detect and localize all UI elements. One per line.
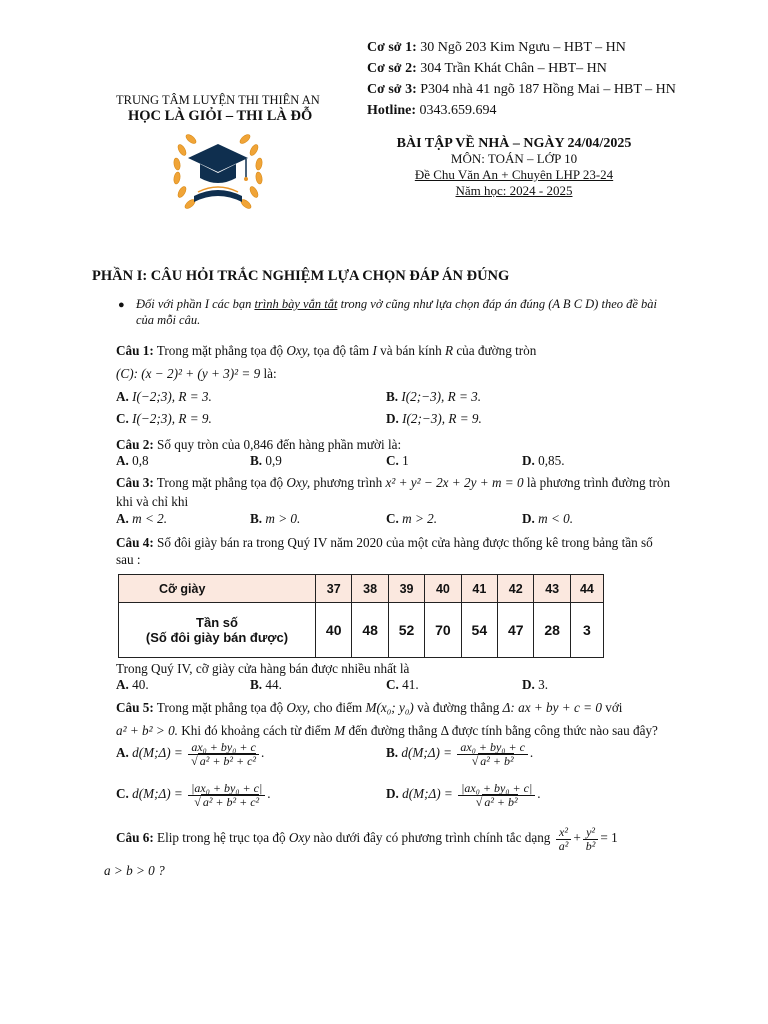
q4-option-a[interactable] (116, 677, 149, 692)
q4-stem (116, 535, 653, 550)
q5-option-d-period: . (537, 786, 541, 802)
q3-oxy: Oxy, (286, 475, 311, 490)
q5-option-b-fraction (457, 741, 528, 767)
q4-option-c-label: C. (386, 677, 399, 692)
table-header-frequency-b: (Số đôi giày bán được) (145, 630, 289, 645)
q6-label: Câu 6: (116, 830, 154, 846)
q1-option-d-label: D. (386, 411, 399, 426)
q5-option-a-lhs: d(M;Δ) = (132, 745, 183, 761)
q4-option-b[interactable] (250, 677, 282, 692)
q1-option-b[interactable] (386, 389, 481, 404)
q4-text-a: Số đôi giày bán ra trong Quý IV năm 2020 của một cửa hàng được thống kê trong bảng tần số (157, 535, 653, 550)
q5-option-c-fraction (188, 782, 265, 808)
sqrt-icon: √ (471, 753, 479, 768)
q1-text-a: Trong mặt phẳng tọa độ (156, 343, 284, 358)
q5-option-c-radicand: a² + b² + c² (202, 794, 260, 809)
address-1-label: Cơ sở 1: (367, 40, 417, 55)
q5-text-d: với (605, 700, 623, 715)
table-cell-size: 38 (352, 575, 388, 603)
q4-label: Câu 4: (116, 535, 154, 550)
q6-oxy: Oxy (288, 830, 311, 846)
q5-option-a-denominator (188, 755, 259, 768)
q2-option-c[interactable] (386, 453, 409, 468)
address-2 (367, 61, 607, 77)
q5-option-a-radicand: a² + b² + c² (199, 753, 257, 768)
q3-option-a-label: A. (116, 511, 129, 526)
q6-text-a: Elip trong hệ trục tọa độ (157, 830, 286, 846)
q5-text-g: được tính bằng công thức nào sau đây? (451, 723, 658, 738)
q6-a2: a² (558, 838, 569, 853)
q5-option-c-numerator: |ax₀ + by₀ + c| (188, 782, 265, 796)
q5-text-c: và đường thẳng (417, 700, 500, 715)
q1-text-b: tọa độ tâm (313, 343, 370, 358)
q2-stem (116, 437, 401, 452)
academy-logo (168, 126, 268, 222)
q4-option-a-label: A. (116, 677, 129, 692)
table-header-frequency (119, 603, 316, 658)
q3-text-d: khi và chỉ khi (116, 494, 189, 509)
q1-option-b-label: B. (386, 389, 399, 404)
q3-option-a-text: m < 2. (132, 511, 168, 526)
hotline-label: Hotline: (367, 103, 416, 118)
q1-label: Câu 1: (116, 343, 154, 358)
table-cell-size: 44 (570, 575, 603, 603)
q5-option-b-denominator (469, 755, 517, 768)
q1-option-a-text: I(−2;3), R = 3. (132, 389, 212, 404)
table-row (119, 603, 604, 658)
q2-option-b-label: B. (250, 453, 263, 468)
subject: MÔN: TOÁN – LỚP 10 (450, 151, 578, 166)
q1-R: R (444, 343, 454, 358)
q5-M: M (334, 723, 346, 738)
q5-oxy: Oxy, (286, 700, 311, 715)
q6-b2: b² (585, 838, 596, 853)
q3-option-c-label: C. (386, 511, 399, 526)
q4-option-c-text: 41. (402, 677, 419, 692)
q5-text-b: cho điểm (313, 700, 363, 715)
q1-text-c: và bán kính (380, 343, 442, 358)
q4-option-a-text: 40. (132, 677, 149, 692)
q5-option-c-period: . (267, 786, 271, 802)
q4-option-d-label: D. (522, 677, 535, 692)
q4-question: Trong Quý IV, cỡ giày cửa hàng bán được nhiều nhất là (116, 661, 410, 676)
q2-label: Câu 2: (116, 437, 154, 452)
address-1-text: 30 Ngõ 203 Kim Ngưu – HBT – HN (420, 40, 626, 55)
table-row (119, 575, 604, 603)
center-name: TRUNG TÂM LUYỆN THI THIÊN AN (116, 93, 320, 107)
sqrt-icon: √ (475, 794, 483, 809)
q1-option-d-text: I(2;−3), R = 9. (402, 411, 482, 426)
address-1 (367, 40, 626, 56)
q6-fraction-y (583, 826, 599, 852)
q5-option-a-numerator: ax₀ + by₀ + c (188, 741, 259, 755)
q5-stem (116, 700, 622, 715)
exam-source: Đề Chu Văn An + Chuyên LHP 23-24 (414, 167, 614, 182)
q5-option-d-denominator (473, 796, 521, 809)
q1-oxy: Oxy, (286, 343, 311, 358)
q5-line-eq: Δ: ax + by + c = 0 (502, 700, 602, 715)
q5-cond: a² + b² > 0. (116, 723, 178, 738)
part1-note-a: Đối với phần I các bạn (136, 297, 255, 311)
q5-option-d-label: D. (386, 786, 399, 802)
table-cell-size: 43 (534, 575, 570, 603)
q3-label: Câu 3: (116, 475, 154, 490)
q6-y2: y² (583, 826, 598, 840)
q1-option-a-label: A. (116, 389, 129, 404)
q3-option-b-text: m > 0. (265, 511, 301, 526)
q3-option-a[interactable] (116, 511, 167, 526)
q5-text-a: Trong mặt phẳng tọa độ (156, 700, 284, 715)
q1-stem (116, 343, 536, 358)
q1-option-c[interactable] (116, 411, 212, 426)
assignment-title: BÀI TẬP VỀ NHÀ – NGÀY 24/04/2025 (396, 136, 632, 151)
q5-stem-2 (116, 723, 658, 738)
q2-option-a-text: 0,8 (132, 453, 149, 468)
q3-option-b-label: B. (250, 511, 263, 526)
q5-option-b-period: . (529, 745, 534, 761)
q2-option-c-label: C. (386, 453, 399, 468)
school-year: Năm học: 2024 - 2025 (455, 183, 573, 198)
table-header-frequency-a: Tần số (196, 615, 238, 630)
q4-option-b-text: 44. (265, 677, 282, 692)
q1-equation: (C): (x − 2)² + (y + 3)² = 9 (116, 366, 261, 381)
q1-option-a[interactable] (116, 389, 212, 404)
q5-option-b-label: B. (386, 745, 399, 761)
q3-option-d-label: D. (522, 511, 535, 526)
table-header-size: Cỡ giày (119, 575, 316, 603)
q5-option-b-numerator: ax₀ + by₀ + c (457, 741, 528, 755)
table-cell-frequency: 3 (570, 603, 603, 658)
q1-option-d[interactable] (386, 411, 482, 426)
q2-option-d-label: D. (522, 453, 535, 468)
q4-option-b-label: B. (250, 677, 263, 692)
q5-option-d-radicand: a² + b² (484, 794, 518, 809)
address-3-label: Cơ sở 3: (367, 82, 417, 97)
q6-eq1: = 1 (600, 830, 618, 846)
table-cell-frequency: 52 (388, 603, 424, 658)
hotline (367, 103, 497, 119)
q4-option-c[interactable] (386, 677, 419, 692)
sqrt-icon: √ (191, 753, 198, 768)
table-cell-frequency: 48 (352, 603, 388, 658)
q6-x2: x² (556, 826, 571, 840)
address-3-text: P304 nhà 41 ngõ 187 Hồng Mai – HBT – HN (420, 82, 676, 97)
part1-title: PHẦN I: CÂU HỎI TRẮC NGHIỆM LỰA CHỌN ĐÁP ÁN ĐÚNG (92, 268, 510, 284)
q3-text-a: Trong mặt phẳng tọa độ (156, 475, 284, 490)
part1-note-b: trong vở cũng như lựa chọn đáp án đúng (A B C D) theo đề bài (337, 297, 658, 311)
table-cell-size: 39 (388, 575, 424, 603)
q6-text-b: nào dưới đây có phương trình chính tắc dạng (313, 830, 551, 846)
address-2-text: 304 Trần Khát Chân – HBT– HN (420, 61, 607, 76)
q6-stem (116, 826, 618, 852)
q6-fraction-x (556, 826, 572, 852)
hotline-number: 0343.659.694 (419, 103, 497, 118)
q6-plus: + (573, 830, 581, 846)
table-cell-size: 37 (316, 575, 352, 603)
q5-option-a-period: . (261, 745, 265, 761)
q5-text-f: đến đường thẳng (348, 723, 438, 738)
q5-option-b-radicand: a² + b² (480, 753, 514, 768)
table-cell-frequency: 70 (425, 603, 461, 658)
q1-option-c-label: C. (116, 411, 129, 426)
q3-text-c: là phương trình đường tròn (526, 475, 671, 490)
part1-note-c: của mỗi câu. (136, 313, 201, 327)
q1-stem-2 (116, 366, 277, 381)
q5-option-c[interactable] (116, 782, 271, 808)
q2-option-b[interactable] (250, 453, 282, 468)
q5-point: M(x₀; y₀) (365, 700, 414, 715)
sqrt-icon: √ (194, 794, 201, 809)
q3-text-b: phương trình (313, 475, 383, 490)
address-2-label: Cơ sở 2: (367, 61, 417, 76)
q5-option-d-fraction (458, 782, 535, 808)
q3-equation: x² + y² − 2x + 2y + m = 0 (385, 475, 524, 490)
q1-option-b-text: I(2;−3), R = 3. (401, 389, 482, 404)
q3-option-c-text: m > 2. (402, 511, 438, 526)
q5-delta: Δ (440, 723, 449, 738)
q2-option-b-text: 0,9 (265, 453, 282, 468)
q1-text-e: là: (263, 366, 277, 381)
address-3 (367, 82, 676, 98)
table-cell-size: 40 (425, 575, 461, 603)
q5-option-d[interactable] (386, 782, 541, 808)
q2-option-d-text: 0,85. (538, 453, 565, 468)
q3-option-d[interactable] (522, 511, 573, 526)
part1-note-underline: trình bày vắn tắt (254, 297, 338, 311)
q1-option-c-text: I(−2;3), R = 9. (132, 411, 212, 426)
slogan: HỌC LÀ GIỎI – THI LÀ ĐỖ (128, 108, 313, 124)
q5-option-d-numerator: |ax₀ + by₀ + c| (458, 782, 535, 796)
q3-option-d-text: m < 0. (538, 511, 574, 526)
q5-option-c-lhs: d(M;Δ) = (132, 786, 183, 802)
q3-option-b[interactable] (250, 511, 300, 526)
q3-stem (116, 475, 670, 490)
q5-label: Câu 5: (116, 700, 154, 715)
q1-text-d: của đường tròn (456, 343, 537, 358)
q4-option-d-text: 3. (538, 677, 549, 692)
part1-note (136, 297, 657, 311)
table-cell-frequency: 47 (498, 603, 534, 658)
bullet-icon: ● (118, 299, 125, 311)
table-cell-size: 42 (498, 575, 534, 603)
q4-text-b: sau : (116, 552, 141, 567)
q5-option-b[interactable] (386, 741, 533, 767)
q5-option-a-fraction (188, 741, 259, 767)
table-cell-frequency: 28 (534, 603, 570, 658)
q4-option-d[interactable] (522, 677, 548, 692)
table-cell-frequency: 54 (461, 603, 497, 658)
q2-text: Số quy tròn của 0,846 đến hàng phần mười là: (157, 437, 402, 452)
q5-text-e: Khi đó khoảng cách từ điểm (181, 723, 331, 738)
q6-cond: a > b > 0 ? (104, 863, 165, 878)
q5-option-c-label: C. (116, 786, 129, 802)
q2-option-c-text: 1 (402, 453, 409, 468)
q2-option-a[interactable] (116, 453, 149, 468)
q2-option-a-label: A. (116, 453, 129, 468)
q5-option-a[interactable] (116, 741, 264, 767)
q5-option-a-label: A. (116, 745, 129, 761)
q1-I: I (372, 343, 377, 358)
q3-option-c[interactable] (386, 511, 437, 526)
q5-option-d-lhs: d(M;Δ) = (402, 786, 453, 802)
table-cell-frequency: 40 (316, 603, 352, 658)
q5-option-b-lhs: d(M;Δ) = (401, 745, 453, 761)
q2-option-d[interactable] (522, 453, 565, 468)
shoe-size-frequency-table (118, 574, 604, 658)
q5-option-c-denominator (191, 796, 262, 809)
table-cell-size: 41 (461, 575, 497, 603)
